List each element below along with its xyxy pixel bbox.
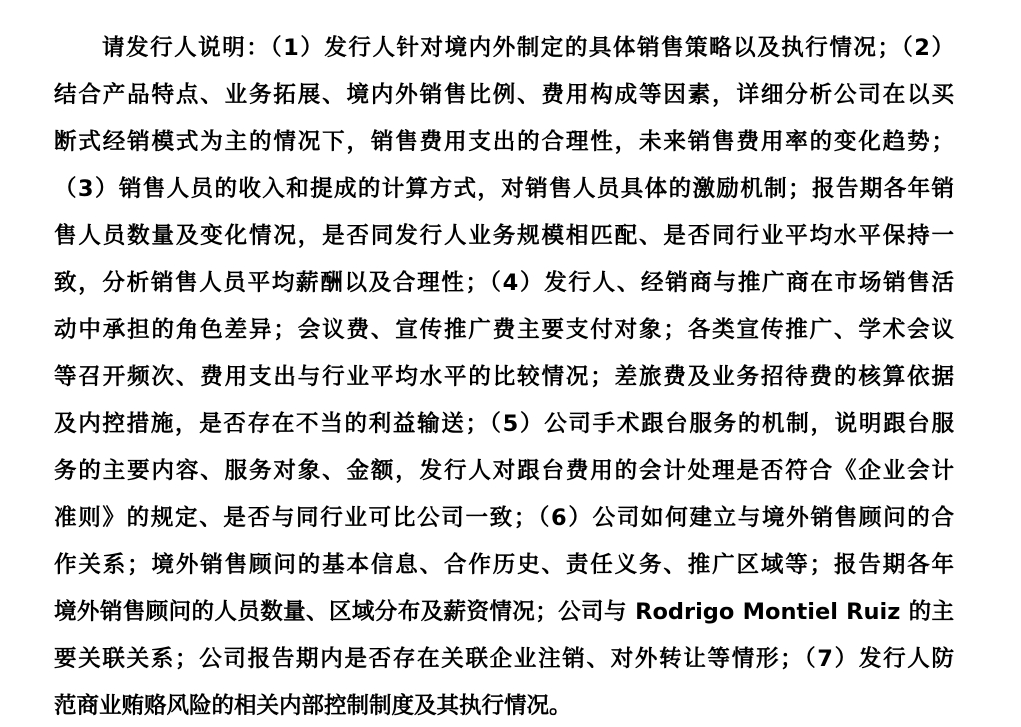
paragraph-line: 请发行人说明：（1）发行人针对境内外制定的具体销售策略以及执行情况；（2） [102, 35, 954, 61]
paragraph-line: 准则》的规定、是否与同行业可比公司一致；（6）公司如何建立与境外销售顾问的合 [54, 505, 954, 531]
paragraph-line: 结合产品特点、业务拓展、境内外销售比例、费用构成等因素，详细分析公司在以买 [54, 82, 954, 108]
paragraph-line: 断式经销模式为主的情况下，销售费用支出的合理性，未来销售费用率的变化趋势； [54, 129, 954, 155]
paragraph-line: 及内控措施，是否存在不当的利益输送；（5）公司手术跟台服务的机制，说明跟台服 [54, 411, 954, 437]
paragraph-line: 售人员数量及变化情况，是否同发行人业务规模相匹配、是否同行业平均水平保持一 [54, 223, 954, 249]
paragraph-line: 务的主要内容、服务对象、金额，发行人对跟台费用的会计处理是否符合《企业会计 [54, 458, 954, 484]
paragraph-line: 要关联关系；公司报告期内是否存在关联企业注销、对外转让等情形；（7）发行人防 [54, 646, 954, 672]
paragraph-line: 等召开频次、费用支出与行业平均水平的比较情况；差旅费及业务招待费的核算依据 [54, 364, 954, 390]
paragraph-line: 境外销售顾问的人员数量、区域分布及薪资情况；公司与 Rodrigo Montiel Ruiz 的主 [54, 599, 954, 625]
paragraph-line: 动中承担的角色差异；会议费、宣传推广费主要支付对象；各类宣传推广、学术会议 [54, 317, 954, 343]
paragraph-line: 范商业贿赂风险的相关内部控制制度及其执行情况。 [54, 693, 572, 719]
paragraph-line: 作关系；境外销售顾问的基本信息、合作历史、责任义务、推广区域等；报告期各年 [54, 552, 954, 578]
paragraph-line: 致，分析销售人员平均薪酬以及合理性；（4）发行人、经销商与推广商在市场销售活 [54, 270, 954, 296]
paragraph-line: （3）销售人员的收入和提成的计算方式，对销售人员具体的激励机制；报告期各年销 [54, 176, 954, 202]
